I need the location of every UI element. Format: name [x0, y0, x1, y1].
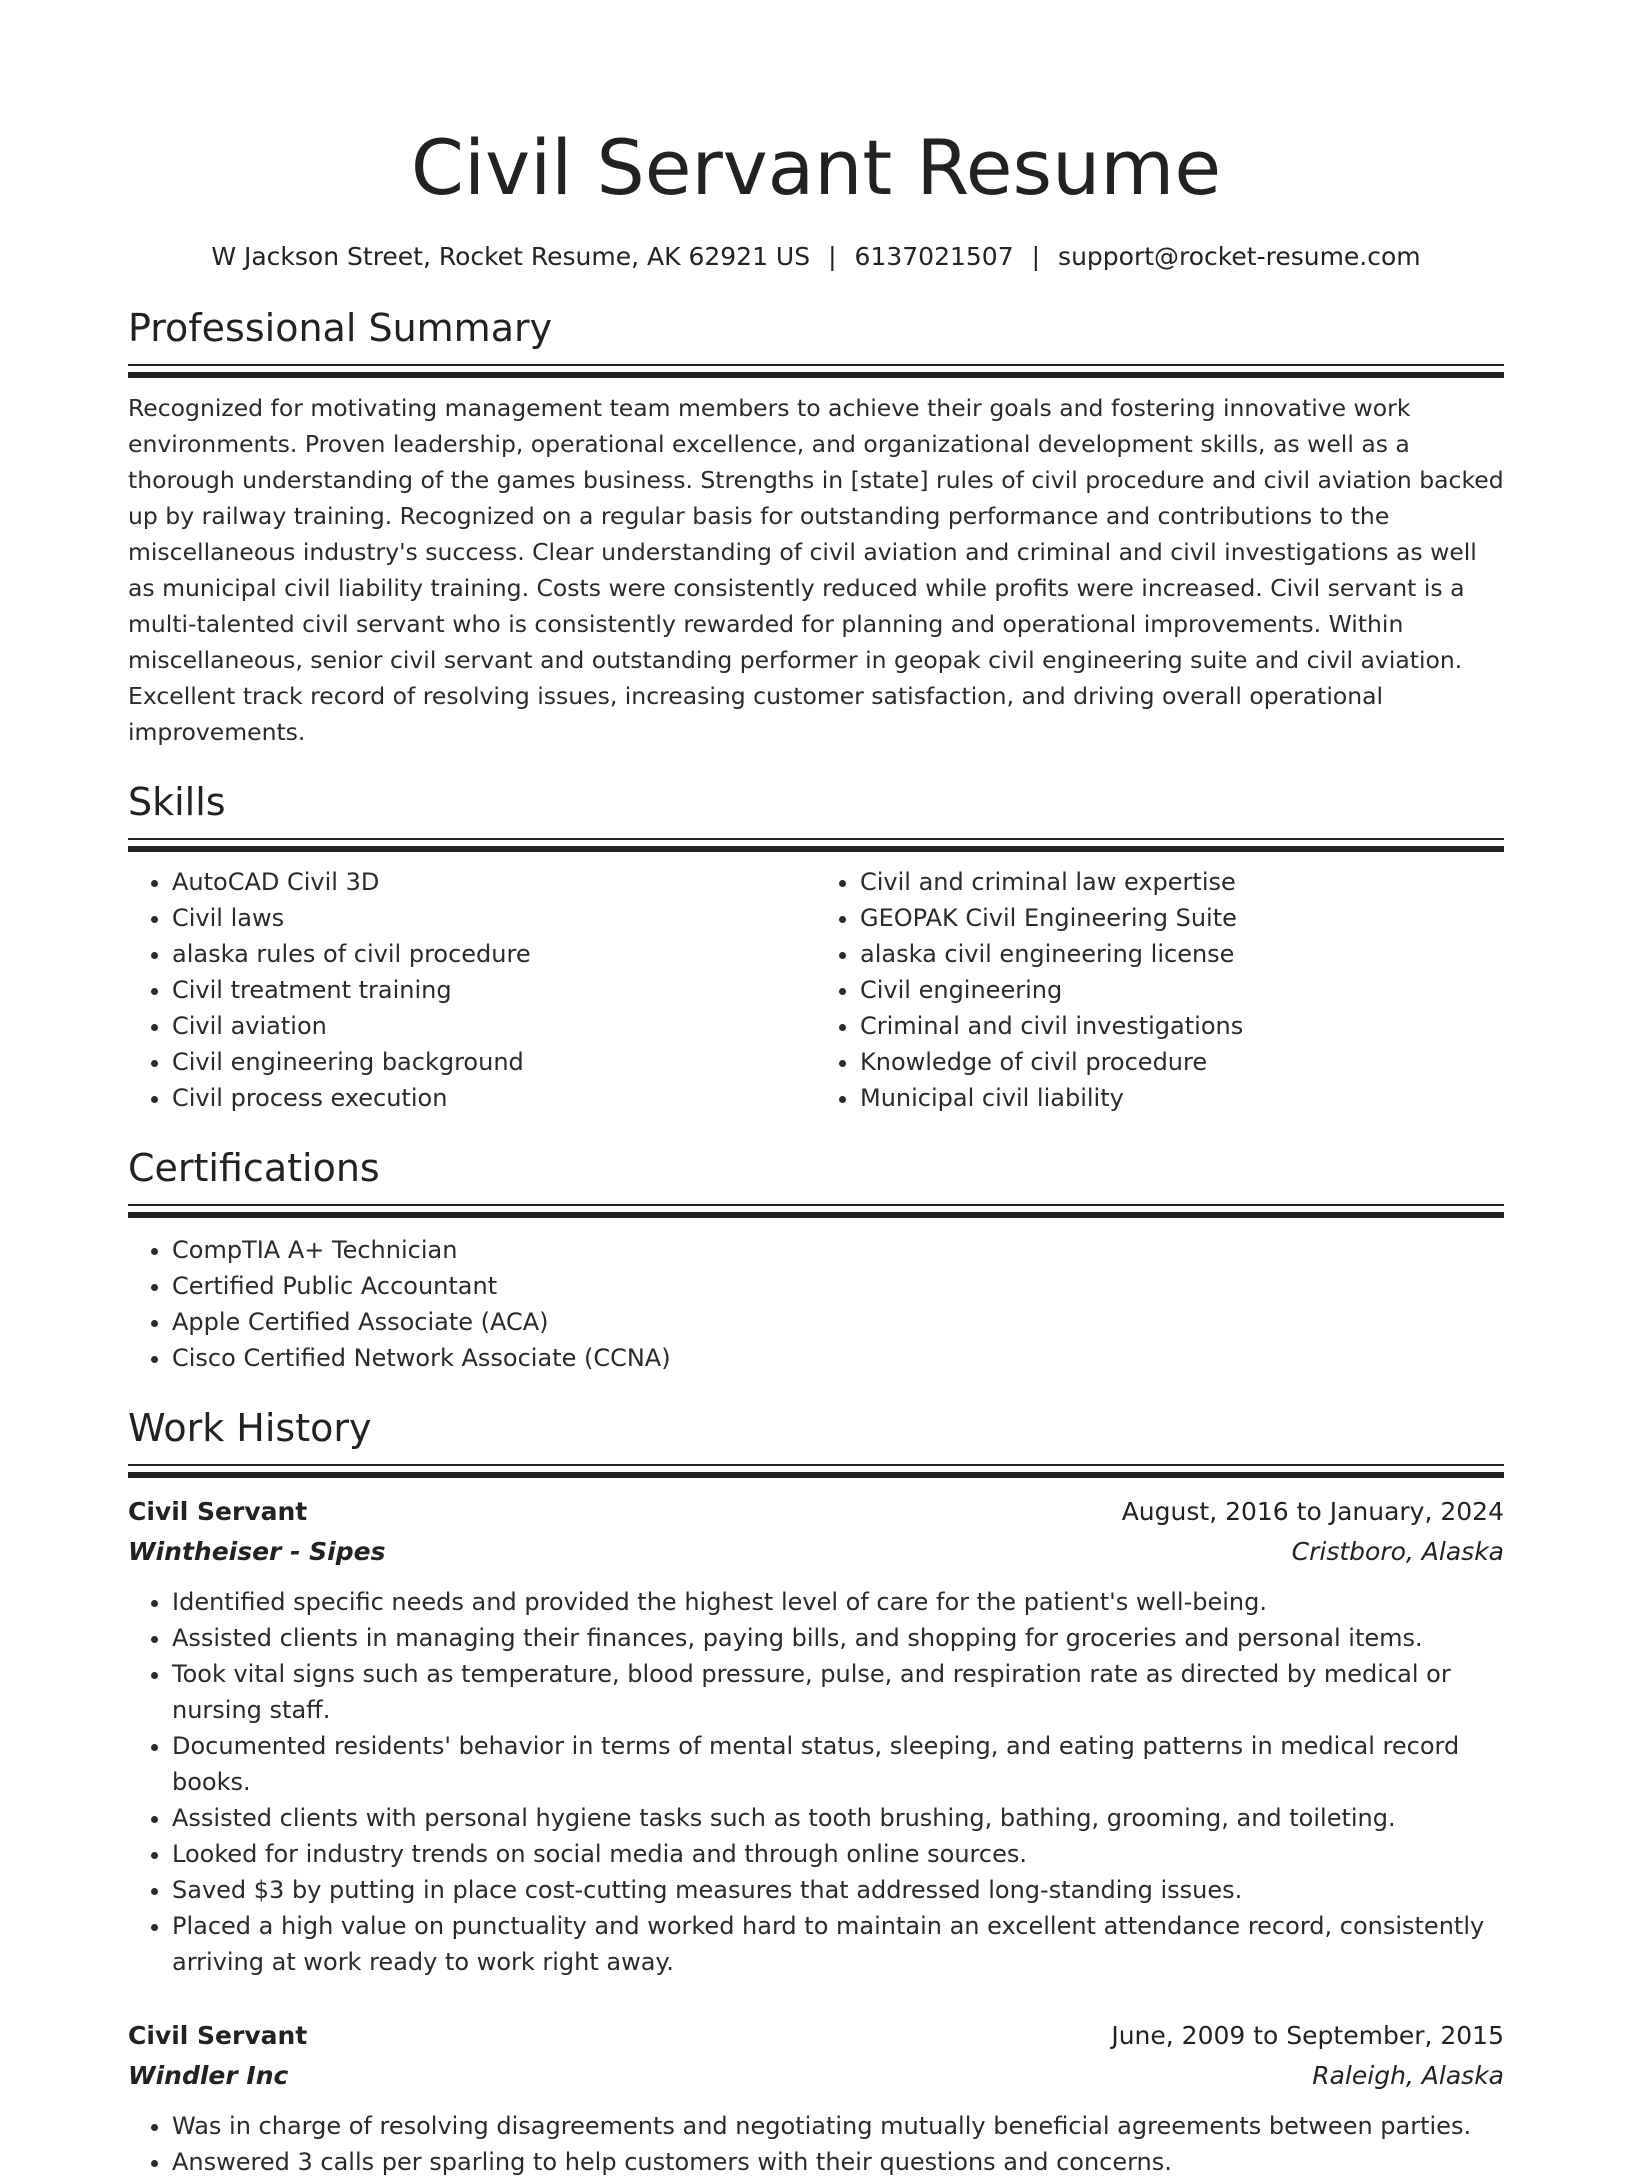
skill-item: • Civil and criminal law expertise: [860, 864, 1504, 900]
job-bullet: • Took vital signs such as temperature, blood pressure, pulse, and respiration rate as directed by medical or nursing staff.: [172, 1656, 1504, 1728]
section-divider: [128, 1464, 1504, 1478]
certification-item: • Cisco Certified Network Associate (CCNA): [172, 1340, 1504, 1376]
skill-item: • Civil engineering background: [172, 1044, 816, 1080]
contact-address: W Jackson Street, Rocket Resume, AK 62921 US: [211, 242, 811, 271]
skill-item: • alaska civil engineering license: [860, 936, 1504, 972]
job-dates: June, 2009 to September, 2015: [1111, 2021, 1504, 2050]
work-history-section: [128, 1404, 1504, 2180]
skills-grid: [128, 864, 1504, 1116]
job-header: [128, 1492, 1504, 1532]
job-title: Civil Servant: [128, 1497, 308, 1526]
job-bullets: [128, 2108, 1504, 2180]
job-company: Wintheiser - Sipes: [128, 1537, 386, 1566]
job-entry: [128, 1492, 1504, 1980]
section-heading-summary: Professional Summary: [128, 306, 553, 350]
job-bullet: • Saved $3 by putting in place cost-cutting measures that addressed long-standing issues.: [172, 1872, 1504, 1908]
section-heading-skills: Skills: [128, 780, 226, 824]
skill-item: • Municipal civil liability: [860, 1080, 1504, 1116]
certifications-section: [128, 1144, 1504, 1376]
job-header: [128, 2016, 1504, 2056]
job-bullet: • Assisted clients in managing their finances, paying bills, and shopping for groceries and personal items.: [172, 1620, 1504, 1656]
job-title: Civil Servant: [128, 2021, 308, 2050]
summary-section: [128, 304, 1504, 750]
section-divider: [128, 1204, 1504, 1218]
contact-separator: |: [828, 242, 837, 271]
job-subheader: [128, 2056, 1504, 2096]
job-bullet: • Looked for industry trends on social media and through online sources.: [172, 1836, 1504, 1872]
skill-item: • Civil process execution: [172, 1080, 816, 1116]
job-location: Raleigh, Alaska: [1312, 2061, 1504, 2090]
job-subheader: [128, 1532, 1504, 1572]
job-company: Windler Inc: [128, 2061, 289, 2090]
certifications-list: [128, 1232, 1504, 1376]
section-divider: [128, 838, 1504, 852]
job-bullet: • Assisted clients with personal hygiene tasks such as tooth brushing, bathing, grooming, and toileting.: [172, 1800, 1504, 1836]
contact-email: support@rocket-resume.com: [1058, 242, 1421, 271]
skill-item: • Civil engineering: [860, 972, 1504, 1008]
certification-item: • Apple Certified Associate (ACA): [172, 1304, 1504, 1340]
job-bullet: • Placed a high value on punctuality and worked hard to maintain an excellent attendance record, consistently arriving at work ready to work right away.: [172, 1908, 1504, 1980]
certification-item: • Certified Public Accountant: [172, 1268, 1504, 1304]
skills-section: [128, 778, 1504, 1116]
job-bullet: • Was in charge of resolving disagreements and negotiating mutually beneficial agreements between parties.: [172, 2108, 1504, 2144]
job-location: Cristboro, Alaska: [1291, 1537, 1504, 1566]
skill-item: • Knowledge of civil procedure: [860, 1044, 1504, 1080]
skill-item: • GEOPAK Civil Engineering Suite: [860, 900, 1504, 936]
resume-title: Civil Servant Resume: [410, 123, 1222, 212]
skill-item: • alaska rules of civil procedure: [172, 936, 816, 972]
skills-list-right: [816, 864, 1504, 1116]
skill-item: • Civil treatment training: [172, 972, 816, 1008]
certification-item: • CompTIA A+ Technician: [172, 1232, 1504, 1268]
section-heading-certifications: Certifications: [128, 1146, 380, 1190]
skill-item: • Criminal and civil investigations: [860, 1008, 1504, 1044]
contact-line: [128, 240, 1504, 274]
section-divider: [128, 364, 1504, 378]
job-entry: [128, 2016, 1504, 2180]
contact-phone: 6137021507: [854, 242, 1014, 271]
skills-list-left: [128, 864, 816, 1116]
summary-text: Recognized for motivating management team members to achieve their goals and fostering innovative work environments. Proven leadership, operational excellence, and organizational development skills, as well as a thorough understanding of the games business. Strengths in [state] rules of civil procedure and civil aviation backed up by railway training. Recognized on a regular basis for outstanding performance and contributions to the miscellaneous industry's success. Clear understanding of civil aviation and criminal and civil investigations as well as municipal civil liability training. Costs were consistently reduced while profits were increased. Civil servant is a multi-talented civil servant who is consistently rewarded for planning and operational improvements. Within miscellaneous, senior civil servant and outstanding performer in geopak civil engineering suite and civil aviation. Excellent track record of resolving issues, increasing customer satisfaction, and driving overall operational improvements.: [128, 394, 1504, 746]
skill-item: • Civil aviation: [172, 1008, 816, 1044]
job-bullet: • Documented residents' behavior in terms of mental status, sleeping, and eating patterns in medical record books.: [172, 1728, 1504, 1800]
job-bullet: • Answered 3 calls per sparling to help customers with their questions and concerns.: [172, 2144, 1504, 2180]
job-bullets: [128, 1584, 1504, 1980]
job-bullet: • Identified specific needs and provided the highest level of care for the patient's well-being.: [172, 1584, 1504, 1620]
contact-separator: |: [1031, 242, 1041, 271]
skill-item: • Civil laws: [172, 900, 816, 936]
section-heading-work-history: Work History: [128, 1406, 372, 1450]
job-dates: August, 2016 to January, 2024: [1121, 1497, 1504, 1526]
skill-item: • AutoCAD Civil 3D: [172, 864, 816, 900]
